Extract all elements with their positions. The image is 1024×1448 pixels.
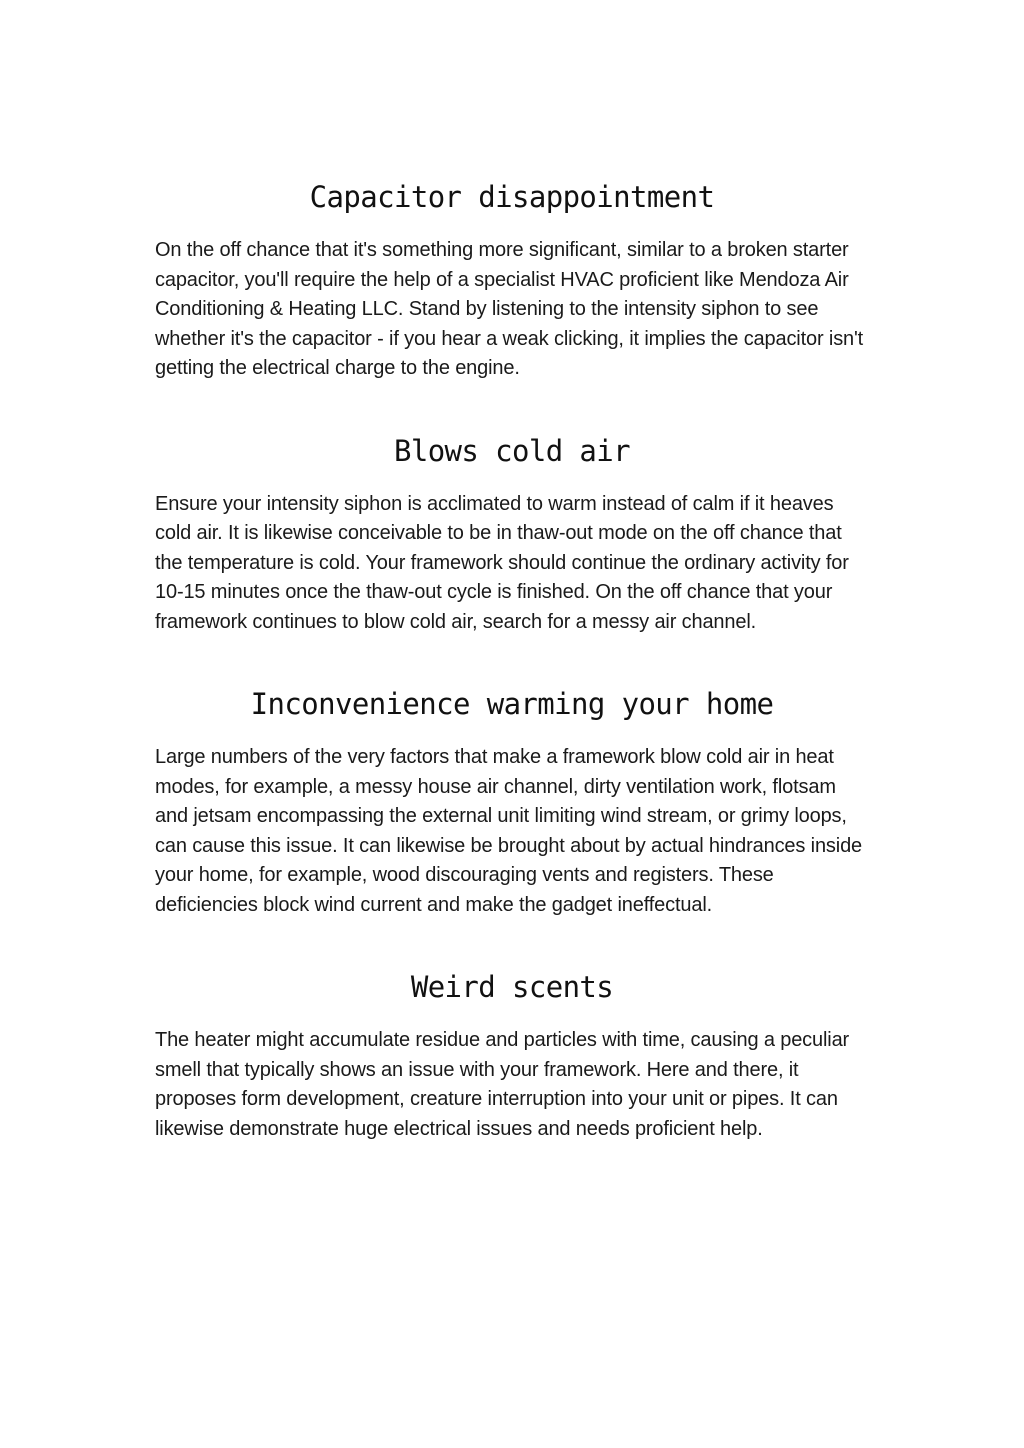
section-cold-air [155, 430, 869, 638]
section-paragraph: The heater might accumulate residue and particles with time, causing a peculiar smell that typically shows an issue with your framework. Here and there, it proposes form development, creature interruption into your unit or pipes. It can likewise demonstrate huge electrical issues and needs proficient help. [155, 1029, 850, 1140]
section-title: Capacitor disappointment [309, 180, 715, 214]
section-paragraph: Ensure your intensity siphon is acclimated to warm instead of calm if it heaves cold air. It is likewise conceivable to be in thaw-out mode on the off chance that the temperature is cold. Your framework should continue the ordinary activity for 10-15 minutes once the thaw-out cycle is finished. On the off chance that your framework continues to blow cold air, search for a messy air channel. [155, 492, 849, 633]
section-warming [155, 683, 869, 920]
section-title: Weird scents [410, 970, 614, 1004]
document-content [155, 176, 869, 1190]
section-scents [155, 966, 869, 1144]
section-paragraph: Large numbers of the very factors that make a framework blow cold air in heat modes, for example, a messy house air channel, dirty ventilation work, flotsam and jetsam encompassing the external unit limiting wind stream, or grimy loops, can cause this issue. It can likewise be brought about by actual hindrances inside your home, for example, wood discouraging vents and registers. These deficiencies block wind current and make the gadget ineffectual. [155, 746, 863, 916]
section-capacitor [155, 176, 869, 384]
section-paragraph: On the off chance that it's something more significant, similar to a broken starter capacitor, you'll require the help of a specialist HVAC proficient like Mendoza Air Conditioning & Heating LLC. Stand by listening to the intensity siphon to see whether it's the capacitor - if you hear a weak clicking, it implies the capacitor isn't getting the electrical charge to the engine. [155, 239, 864, 379]
section-title: Blows cold air [393, 433, 631, 468]
section-title: Inconvenience warming your home [250, 687, 774, 721]
